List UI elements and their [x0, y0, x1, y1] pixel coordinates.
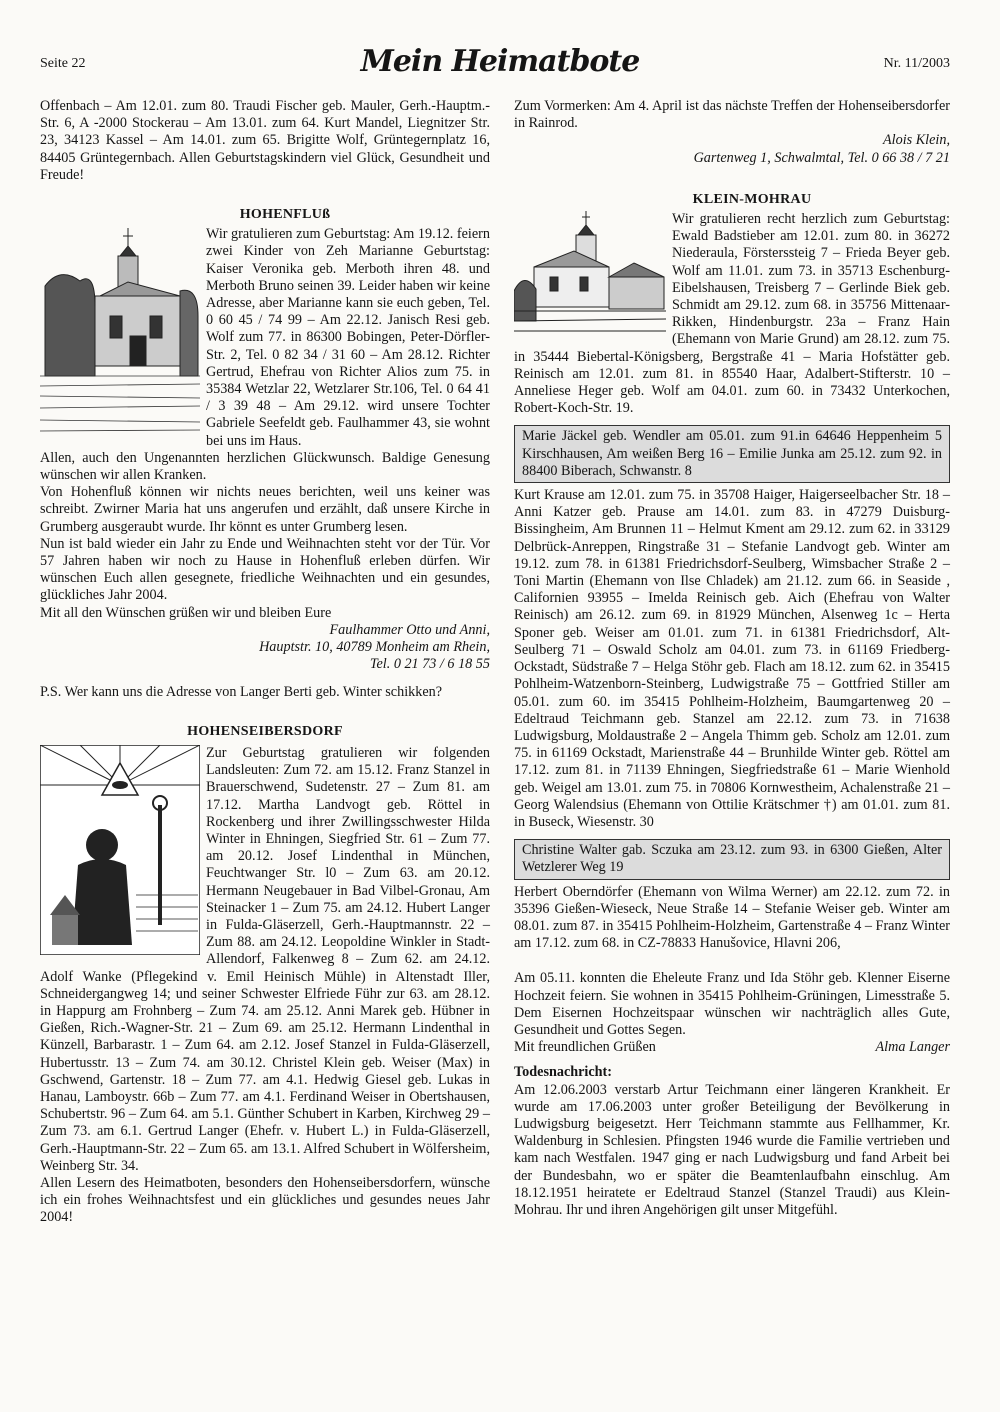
hohenfluss-paragraph-3: Von Hohenfluß können wir nichts neues berichten, weil uns keiner was schreibt. Zwirner Maria hat uns angerufen und erzählt, daß unsere Kirche in Grumberg ausgeraubt wurde. Ihr könnt es unter Grumberg lesen.	[40, 484, 490, 535]
section-heading-hohenfluss: HOHENFLUß	[239, 207, 331, 223]
highlight-box-1: Marie Jäckel geb. Wendler am 05.01. zum 91.in 64646 Heppenheim 5 Kirschhausen, Am weißen Berg 16 – Emilie Junka am 25.12. zum 92. in 88400 Biberach, Schwanstr. 8	[514, 425, 950, 483]
klein-mohrau-paragraph-4: Am 05.11. konnten die Eheleute Franz und Ida Stöhr geb. Klenner Eiserne Hochzeit feiern. Sie wohnen in 35415 Pohlheim-Grüningen, Limesstraße 5. Dem Eisernen Hochzeitspaar wünschen wir nachträglich alles Gute, Gesundheit und Gottes Segen.	[514, 970, 950, 1038]
church-illustration-hohenfluss	[40, 226, 200, 436]
hohenfluss-paragraph-5: Mit all den Wünschen grüßen wir und bleiben Eure	[40, 604, 332, 621]
vormerken-signature-address: Gartenweg 1, Schwalmtal, Tel. 0 66 38 / 7 21	[693, 149, 950, 166]
highlight-box-2: Christine Walter gab. Sczuka am 23.12. zum 93. in 6300 Gießen, Alter Wetzlerer Weg 19	[514, 839, 950, 879]
hohenfluss-signature-address: Hauptstr. 10, 40789 Monheim am Rhein,	[259, 639, 490, 656]
intro-paragraph: Offenbach – Am 12.01. zum 80. Traudi Fischer geb. Mauler, Gerh.-Hauptm.-Str. 6, A -2000 Stockerau – Am 13.01. zum 64. Kurt Mandel, Liegnitzer Str. 23, 34123 Kassel – Am 14.01. zum 65. Brigitte Wolf, Grüntegernplatz 16, 84405 Grüntegernbach. Allen Geburtstagskindern viel Glück, Gesundheit und Freude!	[40, 98, 490, 183]
issue-number: Nr. 11/2003	[883, 56, 950, 71]
klein-mohrau-paragraph-1: Wir gratulieren recht herzlich zum Geburtstag: Ewald Badstieber am 12.01. zum 80. in 36272 Niederaula, Försterssteig 7 – Frieda Beyer geb. Wolf am 11.01. zum 73. in 35713 Eschenburg-Eibelshausen, Treisberg 7 – Gerlinde Biek geb. Schmidt am 29.12. zum 68. in 35756 Mittenaar-Rikken, Hindenburgstr. 23a – Franz Hain (Ehemann von Marie Grund) am 28.12. zum 75. in 35444 Biebertal-Königsberg, Bergstraße 41 – Maria Hofstätter geb. Reinisch am 12.01. zum 81. in 85540 Haar, Adalbert-Stifterstr. 10 – Anneliese Heger geb. Wolf am 04.01. zum 60. in 73432 Unterkochen, Robert-Koch-Str. 19.	[514, 211, 950, 417]
closing-signature: Alma Langer	[875, 1039, 950, 1056]
hohenfluss-postscript: P.S. Wer kann uns die Adresse von Langer Berti geb. Winter schikken?	[40, 683, 443, 700]
hohenfluss-paragraph-2: Allen, auch den Ungenannten herzlichen Glückwunsch. Baldige Genesung wünschen wir allen Kranken.	[40, 449, 490, 484]
hohenfluss-signature-name: Faulhammer Otto und Anni,	[329, 621, 490, 638]
hohenseibersdorf-paragraph-2: Allen Lesern des Heimatboten, besonders den Hohenseibersdorfern, wünsche ich ein frohes Weihnachtsfest und ein glückliches und gesundes neues Jahr 2004!	[40, 1174, 490, 1226]
klein-mohrau-paragraph-2: Kurt Krause am 12.01. zum 75. in 35708 Haiger, Haigerseelbacher Str. 18 – Anni Katzer geb. Prause am 14.01. zum 83. in 47279 Duisburg-Bissingheim, Am Brunnen 11 – Helmut Kment am 29.12. zum 62. in 33129 Delbrück-Anreppen, Ringstraße 31 – Stefanie Landvogt geb. Winter am 19.12. zum 78. in 61381 Friedrichsdorf-Seulberg, Wimsbacher Straße 2 – Toni Martin (Ehemann von Ilse Chladek) am 21.12. zum 66. in Seaside , Californien 93955 – Imelda Reinisch geb. Aich (Ehefrau von Walter Reinisch) am 26.12. zum 69. in 81929 München, Alsenweg 1c – Herta Sponer geb. Weiser am 01.01. zum 71. in 61381 Friedrichsdorf, Alt-Seulberg 71 – Oswald Scholz am 04.01. zum 73. in 61169 Friedberg-Ockstadt, Südstraße 7 – Helga Stöhr geb. Flach am 18.12. zum 62. in 35415 Pohlheim-Watzenborn-Steinberg, Ludwigstraße 75 – Gottfried Stiller am 05.01. zum 60. im 35415 Pohlheim-Holzheim, Baumgartenweg 20 – Edeltraud Teichmann geb. Stanzel am 22.12. zum 73. in 71638 Ludwigsburg, Moldaustraße 2 – Angela Thimm geb. Scholz am 12.01. zum 75. in 61169 Ockstadt, Marienstraße 44 – Brunhilde Winter geb. Röttel am 17.12. zum 81. in 71139 Ehningen, Siegfriedstraße 61 – Marie Wienhold geb. Weigel am 13.01. zum 75. in 70806 Kornwestheim, Achalenstraße 21 – Georg Walendsius (Ehemann von Ottilie Krätschmer †) am 01.01. zum 81. in Buseck, Wiesenstr. 30	[514, 487, 950, 830]
hohenseibersdorf-paragraph-1: Zur Geburtstag gratulieren wir folgenden Landsleuten: Zum 72. am 15.12. Franz Stanzel in Brauerschwend, Sudetenstr. 27 – Zum 81. am 17.12. Martha Landvogt geb. Röttel in Rockenberg und ihrer Zwillingsschwester Hilda Winter in Ehningen, Siegfried Str. 61 – Zum 77. am 20.12. Josef Lindenthal in München, Feuchtwanger Str. l0 – Zum 63. am 20.12. Hermann Neugebauer in Bad Vilbel-Gronau, Am Steinacker 1 – Zum 75. am 24.12. Hubert Langer in Fulda-Gläserzell, Gerh.-Hauptmannstr. 22 – Zum 88. am 24.12. Leopoldine Winkler in Stadt-Allendorf, Falkenweg 8 – Zum 62. am 24.12. Adolf Wanke (Pflegekind v. Emil Heinisch Mühle) in Altenstadt Iller, Schneidergangweg 14; und seiner Schwester Elfriede Führ zur 63. am 28.12. in Happurg am Frohnberg – Zum 74. am 25.12. Anni Marek geb. Hübner in Gießen, Rich.-Wagner-Str. 21 – Zum 69. am 25.12. Hermann Lindenthal in Künzell, Barbarastr. 1 – Zum 64. am 2.12. Josef Stanzel in Fulda-Gläserzell, Hubertusstr. 13 – Zum 74. am 30.12. Christel Klein geb. Weiser (Max) in Gschwend, Gartenstr. 18 – Zum 77. am 4.1. Hedwig Giesel geb. Lukas in Hanau, Lamboystr. 66b – Zum 77. am 4.1. Ferdinand Weiser in Obertshausen, Schubertstr. 96 – Zum 64. am 5.1. Günther Schubert in Karben, Kirchweg 29 – Zum 73. am 6.1. Gertrud Langer (Ehefr. v. Hubert L.) in Fulda-Gläserzell, Gerh.-Hauptmann-Str. 22 – Zum 65. am 13.1. Alfred Schubert in Wölfersheim, Weinberg Str. 34.	[40, 744, 490, 1174]
vormerken-paragraph: Zum Vormerken: Am 4. April ist das nächste Treffen der Hohenseibersdorfer in Rainrod.	[514, 98, 950, 132]
section-heading-klein-mohrau: KLEIN-MOHRAU	[692, 191, 812, 207]
left-column	[40, 98, 490, 1227]
klein-mohrau-paragraph-3: Herbert Oberndörfer (Ehemann von Wilma Werner) am 22.12. zum 72. in 35396 Gießen-Wieseck, Neue Straße 14 – Stefanie Weiser geb. Winter am 08.01. zum 87. in 35415 Pohlheim-Holzheim, Gartenstraße 4 – Franz Winter am 17.12. zum 68. in CZ-78833 Hanušovice, Hlavni 206,	[514, 883, 950, 952]
section-heading-hohenseibersdorf: HOHENSEIBERSDORF	[187, 723, 343, 739]
village-church-illustration	[514, 211, 666, 336]
page-number: Seite 22	[40, 56, 86, 71]
vormerken-signature-name: Alois Klein,	[883, 132, 950, 149]
closing-line	[514, 1039, 950, 1056]
hohenfluss-paragraph-4: Nun ist bald wieder ein Jahr zu Ende und Weihnachten steht vor der Tür. Vor 57 Jahren haben wir noch zu Hause in Hohenfluß erleben dürfen. Wir wünschen Euch allen gesegnete, friedliche Weihnachten und ein gesundes, glückliches Jahr 2004.	[40, 535, 490, 604]
masthead: Mein Heimatbote	[360, 44, 640, 79]
todesnachricht-paragraph: Am 12.06.2003 verstarb Artur Teichmann einer längeren Krankheit. Er wurde am 17.06.2003 unter großer Beteiligung der Bevölkerung in Ludwigsburg beigesetzt. Herr Teichmann stammte aus Fellhammer, Kr. Waldenburg in Schlesien. Pfingsten 1946 wurde die Familie vertrieben und kam nach Westfalen. 1947 ging er nach Ludwigsburg und fand Arbeit bei der Bundesbahn, wo er später die Beamtenlaufbahn einschlug. Am 18.12.1951 heiratete er Edeltraud Stanzel (Stanzel Traudi) aus Klein-Mohrau. Ihr und ihren Angehörigen gilt unser Mitgefühl.	[514, 1081, 950, 1218]
hohenfluss-signature-phone: Tel. 0 21 73 / 6 18 55	[369, 656, 490, 673]
saint-woodcut-illustration	[40, 745, 200, 955]
closing-greeting: Mit freundlichen Grüßen	[514, 1039, 656, 1056]
right-column	[514, 98, 950, 1219]
hohenfluss-paragraph-1: Wir gratulieren zum Geburtstag: Am 19.12. feiern zwei Kinder von Zeh Marianne Geburtstag: Kaiser Veronika geb. Merboth ihren 48. und Merboth Bruno seinen 39. Leider haben wir keine Adresse, aber Marianne kann sie euch geben, Tel. 0 60 45 / 74 99 – Am 22.12. Janisch Resi geb. Wolf zum 77. in 86300 Bobingen, Peter-Dörfler-Str. 2, Tel. 0 82 34 / 31 60 – Am 28.12. Richter Gertrud, Ehefrau von Richter Alios zum 75. in 35384 Wetzlar 22, Wetzlarer Str.106, Tel. 0 64 41 / 3 39 48 – Am 29.12. wird unsere Tochter Gabriele Seefeldt geb. Faulhammer 43, sie wohnt bei uns im Haus.	[206, 226, 490, 449]
section-heading-todesnachricht: Todesnachricht:	[514, 1064, 613, 1081]
